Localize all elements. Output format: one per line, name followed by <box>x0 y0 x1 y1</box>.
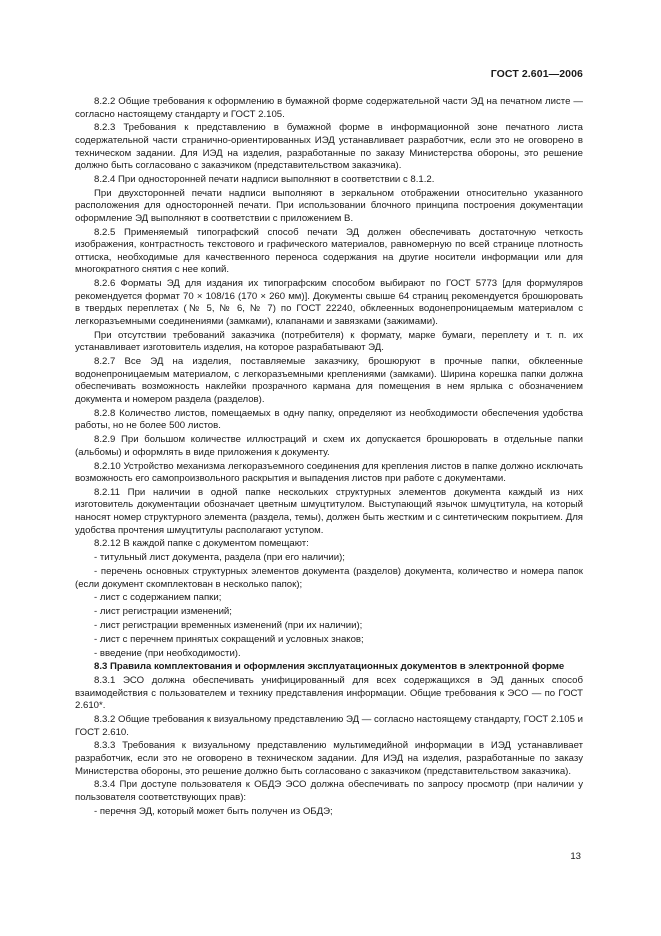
paragraph-8-2-12: 8.2.12 В каждой папке с документом помещают: <box>94 538 309 550</box>
paragraph-8-2-4: 8.2.4 При односторонней печати надписи выполняют в соответствии с 8.1.2. <box>94 173 435 185</box>
list-item: - перечень основных структурных элементов документа (разделов) документа, количество и номера папок (если документ скомплектован в несколько папок); <box>75 566 583 590</box>
list-item: - лист регистрации временных изменений (при их наличии); <box>94 619 363 631</box>
paragraph-8-2-5: 8.2.5 Применяемый типографский способ печати ЭД должен обеспечивать достаточную четкость изображения, контрастность текстового и графического материалов, равномерную по всей странице плотность оттиска, необходимые для качественного переноса содержания на другие носители информации или для многократного снятия с нее копий. <box>75 226 583 276</box>
paragraph-8-2-10: 8.2.10 Устройство механизма легкоразъемного соединения для крепления листов в папке должно исключать возможность его самопроизвольного раскрытия и выпадения листов при работе с документами. <box>75 460 583 485</box>
list-item: - титульный лист документа, раздела (при его наличии); <box>94 552 345 564</box>
list-item: - лист с перечнем принятых сокращений и условных знаков; <box>94 633 364 645</box>
paragraph-8-3-3: 8.3.3 Требования к визуальному представлению мультимедийной информации в ИЭД устанавливает разработчик, если это не оговорено в техническом задании. Для ИЭД на изделия, разработанные по заказу Министерства обороны, это решение должно быть согласовано с заказчиком (представительством заказчика). <box>75 740 583 777</box>
list-item: - лист с содержанием папки; <box>94 592 222 604</box>
paragraph-8-3-1: 8.3.1 ЭСО должна обеспечивать унифицированный для всех содержащихся в ЭД данных способ взаимодействия с пользователем и технику представления информации. Общие требования к ЭСО — по ГОСТ 2.610*. <box>75 675 583 712</box>
paragraph-8-2-11: 8.2.11 При наличии в одной папке нескольких структурных элементов документа каждый из них изготовитель документации обозначает цветным шмуцтитулом. Выступающий язычок шмуцтитула, на который наносят номер структурного элемента (раздела, темы), должен быть жестким и с синтетическим покрытием. Для удобства прочтения шмуцтитулы располагают уступом. <box>75 486 583 536</box>
paragraph-no-customer-req: При отсутствии требований заказчика (потребителя) к формату, марке бумаги, переплету и т. п. их устанавливает изготовитель изделия, на которое разрабатывают ЭД. <box>75 329 583 354</box>
paragraph-8-3-4: 8.3.4 При доступе пользователя к ОБДЭ ЭСО должна обеспечивать по запросу просмотр (при наличии у пользователя соответствующих прав): <box>75 779 583 803</box>
list-item: - перечня ЭД, который может быть получен из ОБДЭ; <box>94 805 333 817</box>
document-code-header: ГОСТ 2.601—2006 <box>490 68 583 80</box>
list-item: - лист регистрации изменений; <box>94 606 232 618</box>
paragraph-8-2-6: 8.2.6 Форматы ЭД для издания их типографским способом выбирают по ГОСТ 5773 [для формуляров рекомендуется формат 70 × 108/16 (170 × 260 мм)]. Документы свыше 64 страниц рекомендуется брошюровать в твердых переплетах (№ 5, № 6, № 7) по ГОСТ 22240, обклеенных водонепроницаемым материалом с легкоразъемными соединениями (замками), клапанами и завязками (зажимами). <box>75 278 583 328</box>
paragraph-8-2-3: 8.2.3 Требования к представлению в бумажной форме в информационной зоне печатного листа содержательной части странично-ориентированных ИЭД устанавливает разработчик, если это не оговорено в техническом задании. Для ИЭД на изделия, разработанные по заказу Министерства обороны, это решение должно быть согласовано с заказчиком (представительством заказчика). <box>75 122 583 172</box>
page-number: 13 <box>570 851 581 862</box>
paragraph-duplex-print: При двухсторонней печати надписи выполняют в зеркальном отображении относительно указанного расположения для односторонней печати. При использовании блочного принципа построения документации оформление ЭД выполняют в соответствии с приложением В. <box>75 187 583 224</box>
paragraph-8-2-8: 8.2.8 Количество листов, помещаемых в одну папку, определяют из необходимости обеспечения удобства работы, но не более 500 листов. <box>75 407 583 432</box>
paragraph-8-2-9: 8.2.9 При большом количестве иллюстраций и схем их допускается брошюровать в отдельные папки (альбомы) и оформлять в виде приложения к документу. <box>75 434 583 458</box>
list-item: - введение (при необходимости). <box>94 647 241 659</box>
paragraph-8-2-2: 8.2.2 Общие требования к оформлению в бумажной форме содержательной части ЭД на печатном листе — согласно настоящему стандарту и ГОСТ 2.105. <box>75 96 583 120</box>
paragraph-8-3-2: 8.3.2 Общие требования к визуальному представлению ЭД — согласно настоящему стандарту, ГОСТ 2.105 и ГОСТ 2.610. <box>75 714 583 738</box>
section-heading-8-3: 8.3 Правила комплектования и оформления эксплуатационных документов в электронной форме <box>94 661 565 673</box>
paragraph-8-2-7: 8.2.7 Все ЭД на изделия, поставляемые заказчику, брошюруют в прочные папки, обклеенные водонепроницаемым материалом, с легкоразъемными креплениями (замками). Ширина корешка папки должна обеспечивать возможность наклейки прозрачного кармана для помещения в нем ярлыка с обозначением документа и номером раздела (разделов). <box>75 356 583 405</box>
page-body <box>75 96 583 820</box>
